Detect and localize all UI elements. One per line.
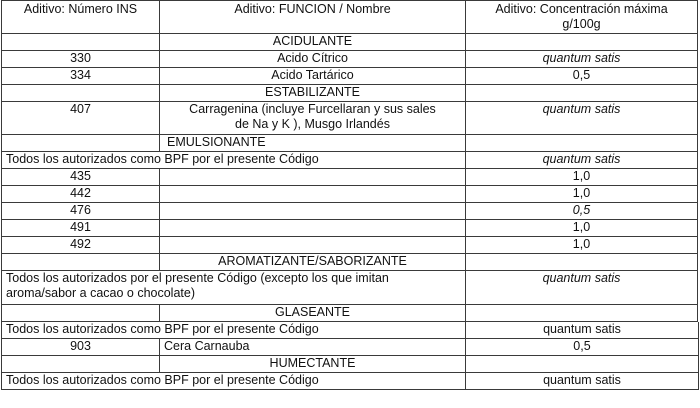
section-row-estabilizante [1, 85, 698, 102]
conc-cell: quantum satis [465, 271, 698, 304]
header-concentracion [465, 1, 698, 33]
empty-cell [465, 85, 698, 101]
table-row [1, 51, 698, 68]
ins-cell: 442 [1, 186, 159, 202]
section-row-humectante [1, 356, 699, 373]
section-row-aromatizante [1, 254, 698, 271]
conc-cell: quantum satis [465, 152, 698, 168]
empty-cell [1, 135, 159, 151]
table-row [1, 68, 698, 85]
ins-cell: 491 [1, 220, 159, 236]
conc-cell: 1,0 [465, 169, 698, 185]
nombre-cell [159, 186, 465, 202]
additives-table [1, 0, 698, 390]
section-row-emulsionante [1, 135, 698, 152]
section-title: EMULSIONANTE [159, 135, 465, 151]
empty-cell [1, 305, 159, 321]
nombre-cell [159, 237, 465, 253]
section-title: AROMATIZANTE/SABORIZANTE [159, 254, 465, 270]
nombre-cell [159, 102, 465, 134]
empty-cell [465, 254, 698, 270]
ins-cell: 330 [1, 51, 159, 67]
nombre-cell [159, 220, 465, 236]
general-row [1, 322, 699, 339]
conc-cell: quantum satis [465, 102, 698, 134]
ins-cell: 903 [1, 339, 159, 355]
general-row [1, 373, 699, 390]
conc-cell: 1,0 [465, 220, 698, 236]
general-text: Todos los autorizados como BPF por el presente Código [1, 373, 465, 389]
nombre-line2: de Na y K ), Musgo Irlandés [235, 117, 390, 131]
ins-cell: 334 [1, 68, 159, 84]
nombre-cell: Acido Tartárico [159, 68, 465, 84]
empty-cell [465, 305, 698, 321]
header-funcion: Aditivo: FUNCION / Nombre [159, 1, 465, 33]
ins-cell: 476 [1, 203, 159, 219]
conc-cell: 1,0 [465, 237, 698, 253]
ins-cell: 492 [1, 237, 159, 253]
table-row [1, 237, 698, 254]
nombre-cell: Acido Cítrico [159, 51, 465, 67]
empty-cell [1, 34, 159, 50]
general-text-line2: aroma/sabor a cacao o chocolate) [6, 286, 195, 300]
general-text: Todos los autorizados como BPF por el presente Código [1, 322, 465, 338]
conc-cell: quantum satis [465, 322, 699, 338]
general-text [1, 271, 465, 304]
general-text: Todos los autorizados como BPF por el presente Código [1, 152, 465, 168]
nombre-cell: Cera Carnauba [159, 339, 465, 355]
general-text-line1: Todos los autorizados por el presente Código (excepto los que imitan [6, 271, 389, 285]
header-concentracion-line2: g/100g [562, 17, 601, 31]
empty-cell [465, 135, 698, 151]
conc-cell: quantum satis [465, 373, 699, 389]
general-row [1, 271, 698, 305]
conc-cell: 0,5 [465, 339, 699, 355]
general-row [1, 152, 698, 169]
conc-cell: 0,5 [465, 68, 698, 84]
ins-cell: 435 [1, 169, 159, 185]
table-row [1, 203, 698, 220]
conc-cell: 0,5 [465, 203, 698, 219]
section-title: GLASEANTE [159, 305, 465, 321]
table-row [1, 339, 699, 356]
table-row [1, 220, 698, 237]
section-row-acidulante [1, 34, 698, 51]
empty-cell [1, 85, 159, 101]
table-row [1, 169, 698, 186]
table-row [1, 102, 698, 135]
section-title: HUMECTANTE [159, 356, 465, 372]
empty-cell [1, 356, 159, 372]
section-title: ACIDULANTE [159, 34, 465, 50]
empty-cell [465, 34, 698, 50]
conc-cell: quantum satis [465, 51, 698, 67]
ins-cell: 407 [1, 102, 159, 134]
table-row [1, 186, 698, 203]
nombre-line1: Carragenina (incluye Furcellaran y sus sales [189, 102, 436, 116]
conc-cell: 1,0 [465, 186, 698, 202]
empty-cell [465, 356, 699, 372]
header-ins: Aditivo: Número INS [1, 1, 159, 33]
header-concentracion-line1: Aditivo: Concentración máxima [495, 2, 668, 16]
empty-cell [1, 254, 159, 270]
table-header-row [1, 0, 698, 34]
section-row-glaseante [1, 305, 698, 322]
section-title: ESTABILIZANTE [159, 85, 465, 101]
nombre-cell [159, 203, 465, 219]
nombre-cell [159, 169, 465, 185]
